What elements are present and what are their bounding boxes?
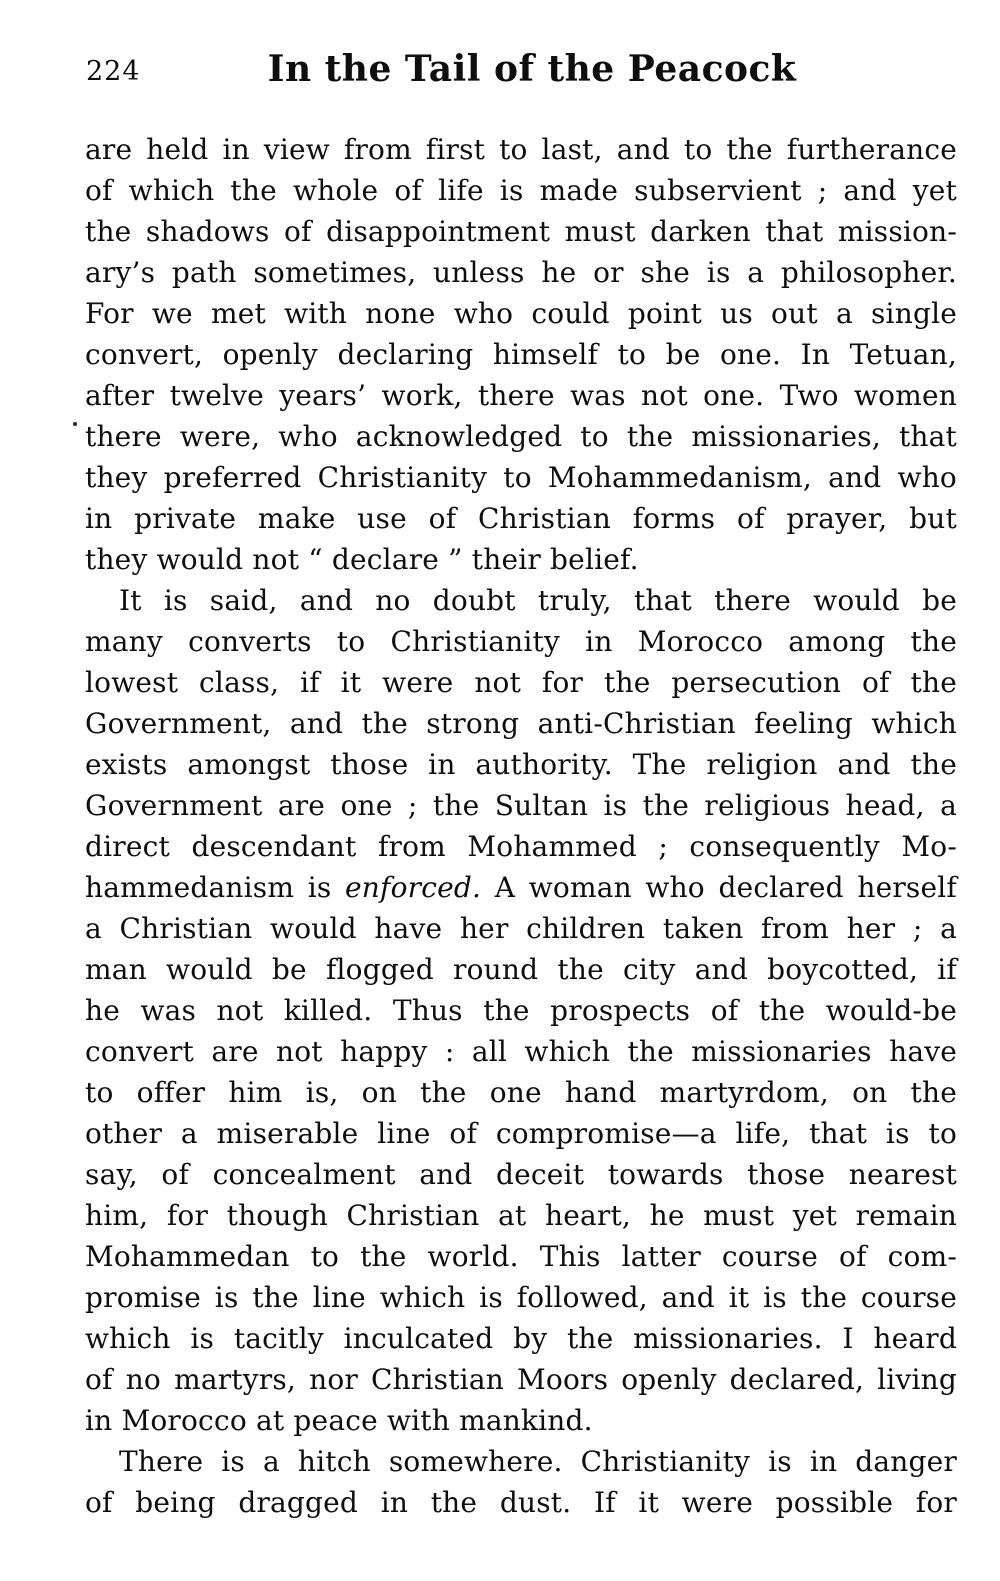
text-line: in Morocco at peace with mankind. — [85, 1404, 593, 1437]
text-line: of being dragged in the dust. If it were possible for — [85, 1486, 957, 1519]
italic-word: enforced. — [345, 871, 482, 904]
text-segment: hammedanism is — [85, 871, 332, 904]
text-line: Government are one ; the Sultan is the religious head, a — [85, 789, 957, 822]
text-line: convert, openly declaring himself to be one. In Tetuan, — [85, 338, 957, 371]
text-line: Mohammedan to the world. This latter course of com- — [85, 1240, 957, 1273]
paragraph — [85, 1441, 957, 1523]
text-line: there were, who acknowledged to the missionaries, that — [85, 420, 957, 453]
text-line: man would be flogged round the city and boycotted, if — [85, 953, 957, 986]
text-line: direct descendant from Mohammed ; consequently Mo- — [85, 830, 957, 863]
text-line: in private make use of Christian forms of prayer, but — [85, 502, 957, 535]
text-line: promise is the line which is followed, and it is the course — [85, 1281, 957, 1314]
text-line: many converts to Christianity in Morocco among the — [85, 625, 957, 658]
text-line: which is tacitly inculcated by the missionaries. I heard — [85, 1322, 957, 1355]
text-line: say, of concealment and deceit towards those nearest — [85, 1158, 957, 1191]
text-line: of which the whole of life is made subservient ; and yet — [85, 174, 957, 207]
text-line: him, for though Christian at heart, he must yet remain — [85, 1199, 957, 1232]
text-segment: A woman who declared herself — [494, 871, 957, 904]
text-line: For we met with none who could point us out a single — [85, 297, 957, 330]
text-line: exists amongst those in authority. The religion and the — [85, 748, 957, 781]
text-line: convert are not happy : all which the missionaries have — [85, 1035, 957, 1068]
text-line: they would not “ declare ” their belief. — [85, 543, 639, 576]
text-line: lowest class, if it were not for the persecution of the — [85, 666, 957, 699]
text-line-with-italic — [85, 867, 957, 908]
text-line: they preferred Christianity to Mohammedanism, and who — [85, 461, 957, 494]
page-number: 224 — [86, 56, 141, 87]
text-line: he was not killed. Thus the prospects of the would-be — [85, 994, 957, 1027]
page-body — [85, 129, 957, 1523]
running-title: In the Tail of the Peacock — [267, 48, 797, 90]
text-line: Government, and the strong anti-Christian feeling which — [85, 707, 957, 740]
text-line: It is said, and no doubt truly, that there would be — [119, 584, 957, 617]
text-line: the shadows of disappointment must darken that mission- — [85, 215, 957, 248]
text-line: There is a hitch somewhere. Christianity is in danger — [119, 1445, 957, 1478]
page-header — [0, 48, 1000, 96]
text-line: after twelve years’ work, there was not one. Two women — [85, 379, 957, 412]
text-line: are held in view from first to last, and to the furtherance — [85, 133, 957, 166]
scan-artifact-dot — [73, 422, 77, 426]
text-line: to offer him is, on the one hand martyrdom, on the — [85, 1076, 957, 1109]
text-line: of no martyrs, nor Christian Moors openly declared, living — [85, 1363, 957, 1396]
text-line: other a miserable line of compromise—a life, that is to — [85, 1117, 957, 1150]
paragraph — [85, 580, 957, 1441]
paragraph — [85, 129, 957, 580]
text-line: a Christian would have her children taken from her ; a — [85, 912, 957, 945]
text-line: ary’s path sometimes, unless he or she is a philosopher. — [85, 256, 957, 289]
